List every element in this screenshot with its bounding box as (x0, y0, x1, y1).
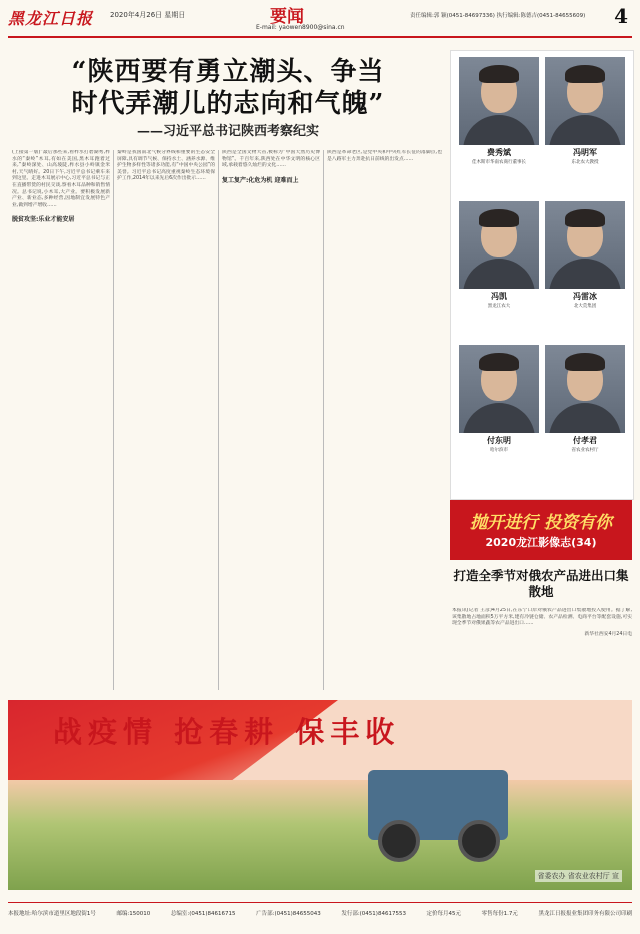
portrait-role: 东北农大教授 (571, 160, 599, 165)
portrait-photo (459, 201, 539, 289)
article-column-1 (12, 150, 110, 690)
column-divider (323, 150, 324, 690)
footer-editorial-phone: 总编室:(0451)84616715 (170, 911, 236, 917)
slogan-main: 抛开进行 投资有你 (470, 513, 612, 533)
footer-address: 本报地址:哈尔滨市道里区地段街1号 (8, 911, 96, 917)
portrait-panel (450, 50, 634, 500)
main-headline (18, 56, 438, 120)
portrait-photo (459, 57, 539, 145)
campaign-banner (8, 700, 632, 890)
right-article-body (452, 608, 632, 688)
column-divider (113, 150, 114, 690)
portrait-name: 付东明 (487, 436, 511, 445)
article-column-3 (222, 150, 320, 690)
portrait-name: 冯雷冰 (573, 292, 597, 301)
tractor-wheel (458, 820, 500, 862)
paper-name: 黑龙江日报 (8, 9, 94, 28)
portrait-photo (545, 57, 625, 145)
footer-single-price: 零售每份1.7元 (481, 911, 518, 917)
slogan-banner (450, 500, 632, 560)
section-title-resumption: 复工复产:化危为机 迎难而上 (222, 176, 299, 184)
portrait-name: 付孝君 (573, 436, 597, 445)
portrait-photo (545, 201, 625, 289)
portrait-name: 冯凯 (491, 292, 507, 301)
masthead-divider (8, 36, 632, 38)
masthead (0, 0, 640, 40)
section-email: E-mail: yaowen8900@sina.cn (256, 24, 345, 31)
editor-credits: 责任编辑:郭 颖(0451-84697336) 执行编辑:陈德吉(0451-84655609) (410, 13, 586, 19)
headline-line-1: “陕西要有勇立潮头、争当 (71, 57, 385, 87)
footer-postcode: 邮编:150010 (116, 911, 151, 917)
portrait-role: 北大荒集团 (573, 304, 597, 309)
portrait-name: 费秀斌 (487, 148, 511, 157)
column-divider (218, 150, 219, 690)
footer-monthly-price: 定价每月45元 (426, 911, 462, 917)
right-article-credit: 新华社西安4月24日电 (584, 631, 632, 637)
page-footer (8, 902, 632, 923)
footer-distribution-phone: 发行部:(0451)84617553 (341, 911, 406, 917)
main-subhead: ——习近平总书记陕西考察纪实 (136, 124, 319, 139)
article-column-2: 秦岭是我国南北气候分界线和重要的生态安全屏障,具有调节气候、保持水土、涵养水源、维护生物多样性等诸多功能,有“中国中央公园”的美誉。习近平总书记高度重视秦岭生态环境保护工作,2014年以来先后6次作出批示…… (117, 150, 215, 182)
footer-printer: 黑龙江日报报业集团印务有限公司印刷 (538, 911, 632, 917)
column-3-text: 陕西是全国文物大省,被称为“中国天然历史博物馆”。千百年来,陕西处在中华文明的核心区域,承载着悠久灿烂的文化…… (222, 150, 320, 169)
right-article-text: 本报讯(记者 王彦)4月25日,在东宁口岸对俄农产品进出口集散地投入使用。据了解,该集散地占地面积5万平方米,建有冷链仓储、农产品检测、电商平台等配套设施,可实现全季节对俄果蔬等农产品进出口…… (452, 608, 632, 627)
section-title-poverty: 脱贫攻坚:乐业才能安居 (12, 216, 75, 224)
banner-credit: 省委农办 省农业农村厅 宣 (535, 870, 622, 882)
portrait-role: 哈尔滨市 (490, 448, 508, 453)
portrait-name: 冯明军 (573, 148, 597, 157)
portrait-photo (459, 345, 539, 433)
page-number: 4 (614, 4, 628, 28)
right-article-headline: 打造全季节对俄农产品进出口集散地 (453, 568, 629, 599)
footer-ad-phone: 广告部:(0451)84655043 (256, 911, 321, 917)
headline-line-2: 时代弄潮儿的志向和气魄” (71, 89, 385, 119)
portrait-role: 佳木斯市华南农商行董事长 (472, 160, 526, 165)
portrait-role: 黑龙江农大 (487, 304, 511, 309)
portrait-role: 省农业农村厅 (571, 448, 599, 453)
article-column-4: 陕西是革命老区,是党中央和中央红军长征的落脚点,也是八路军主力奔赴抗日前线的出发点…… (327, 150, 442, 162)
tractor-wheel (378, 820, 420, 862)
slogan-sub: 2020龙江影像志(34) (485, 536, 597, 549)
column-1-text: (上接第一版)“最后那些来,看柞水打碧湖秀,柞水的“秦岭”木耳,有如在美国,黑木耳跑着过来,”秦岭深处、山高坡陡,柞水县小岭镇金米村,天气晴好。20日下午,习近平总书记乘车来到这里。走进木耳展示中心,习近平总书记与正在直播带货的村民交谈,察看木耳品种和销售情况。总书记说,小木耳,大产业。要积极发展新产业、新业态,多种经营,因地制宜发展特色产业,做到增产增收…… (12, 150, 110, 208)
banner-slogan: 战疫情 抢春耕 保丰收 (53, 715, 401, 749)
publication-date: 2020年4月26日 星期日 (110, 11, 186, 19)
section-title: 要闻 (270, 7, 304, 27)
portrait-photo (545, 345, 625, 433)
